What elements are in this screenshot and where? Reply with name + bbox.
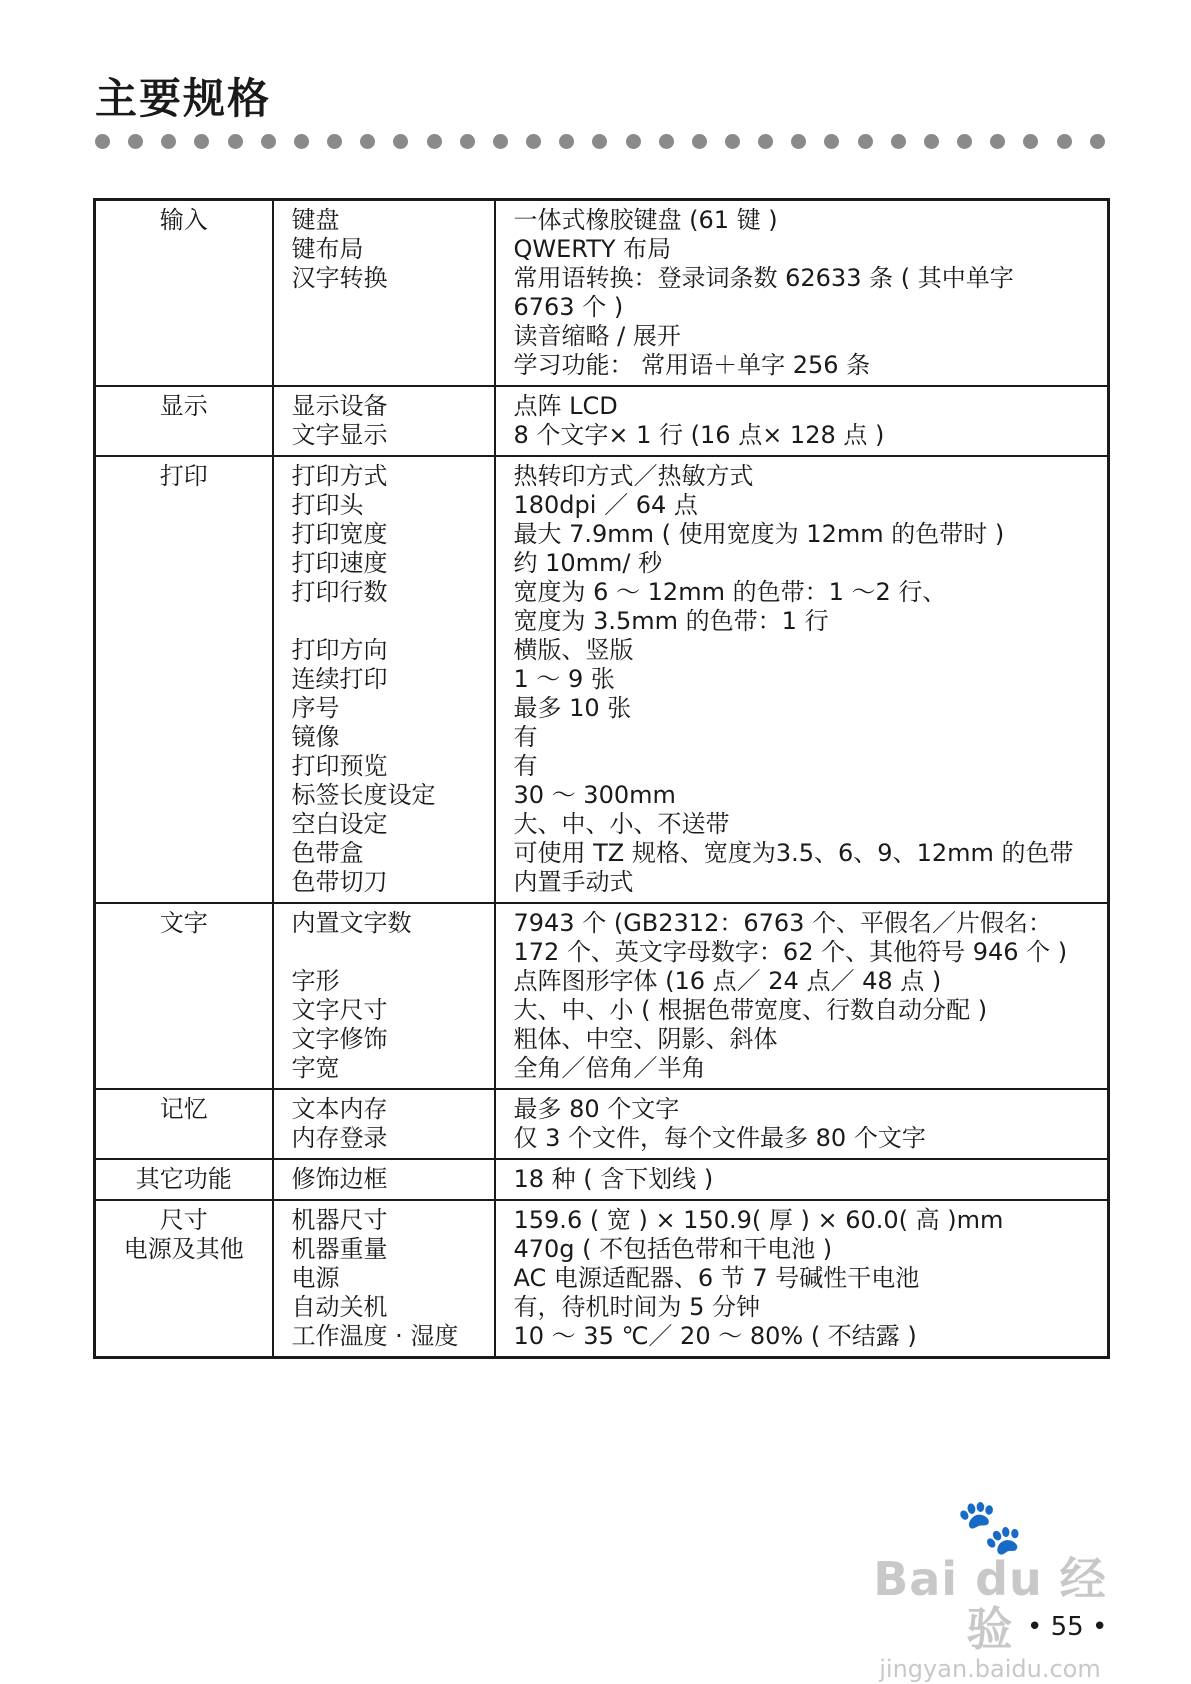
page-number: • 55 • [1027,1612,1108,1642]
value-text: 10 ～ 35 ℃／ 20 ～ 80% ( 不结露 ) [513,1322,917,1350]
item-cell [273,1159,495,1200]
value-text: 18 种 ( 含下划线 ) [513,1165,714,1193]
value-text: 大、中、小 ( 根据色带宽度、行数自动分配 ) [513,996,988,1024]
value-cell [495,1200,1109,1358]
item-text: 字形 [291,967,340,995]
item-text: 打印预览 [291,752,388,780]
value-text: 可使用 TZ 规格、宽度为3.5、6、9、12mm 的色带 [513,839,1074,867]
divider-dot [493,134,508,149]
item-text: 键盘 [291,206,340,234]
item-text: 汉字转换 [291,264,388,292]
divider-dot [95,134,110,149]
table-row [95,903,1109,1089]
value-text: 热转印方式／热敏方式 [513,462,754,490]
value-cell [495,1089,1109,1159]
divider-dot [659,134,674,149]
value-text: 最多 10 张 [513,694,632,722]
item-cell [273,1200,495,1358]
value-text: 470g ( 不包括色带和干电池 ) [513,1235,833,1263]
table-row [95,1089,1109,1159]
category-text: 文字 [159,909,208,937]
item-text: 打印行数 [291,578,388,606]
value-text: 最大 7.9mm ( 使用宽度为 12mm 的色带时 ) [513,520,1005,548]
divider-dot [559,134,574,149]
item-text: 文字修饰 [291,1025,388,1053]
category-text: 显示 [159,392,208,420]
value-cell [495,903,1109,1089]
category-cell [95,386,273,456]
category-text: 打印 [159,462,208,490]
value-text: 有 [513,752,538,780]
value-text: AC 电源适配器、6 节 7 号碱性干电池 [513,1264,920,1292]
value-cell [495,386,1109,456]
item-text: 工作温度 · 湿度 [291,1322,459,1350]
value-text: 点阵 LCD [513,392,618,420]
divider-dot [725,134,740,149]
value-text: 有 [513,723,538,751]
item-text: 修饰边框 [291,1165,388,1193]
value-text: 全角／倍角／半角 [513,1054,706,1082]
dotted-divider [95,134,1105,149]
item-text: 打印方式 [291,462,388,490]
item-text: 打印方向 [291,636,388,664]
table-row [95,200,1109,387]
category-text: 尺寸 [159,1206,208,1234]
item-text: 字宽 [291,1054,340,1082]
divider-dot [261,134,276,149]
divider-dot [360,134,375,149]
item-text: 打印头 [291,491,364,519]
divider-dot [891,134,906,149]
item-text: 内存登录 [291,1124,388,1152]
value-text: 30 ～ 300mm [513,781,676,809]
divider-dot [526,134,541,149]
item-text: 机器尺寸 [291,1206,388,1234]
item-cell [273,1089,495,1159]
item-text: 色带切刀 [291,868,388,896]
divider-dot [957,134,972,149]
divider-dot [128,134,143,149]
divider-dot [294,134,309,149]
divider-dot [327,134,342,149]
item-text: 电源 [291,1264,340,1292]
watermark-brand: Bai du 经验 [873,1552,1107,1656]
value-text: 横版、竖版 [513,636,634,664]
divider-dot [460,134,475,149]
item-text [292,938,484,967]
item-text: 机器重量 [291,1235,388,1263]
value-text: 约 10mm/ 秒 [513,549,663,577]
value-text: 1 ～ 9 张 [513,665,615,693]
value-text: 点阵图形字体 (16 点／ 24 点／ 48 点 ) [513,967,942,995]
watermark-url: jingyan.baidu.com [879,1655,1101,1683]
value-text: 最多 80 个文字 [513,1095,680,1123]
value-text: 常用语转换：登录词条数 62633 条 ( 其中单字 [513,264,1014,292]
table-row [95,1159,1109,1200]
value-text: 内置手动式 [513,868,634,896]
item-text: 内置文字数 [291,909,412,937]
value-text: 8 个文字× 1 行 (16 点× 128 点 ) [513,421,885,449]
item-text: 空白设定 [291,810,388,838]
spec-table [93,198,1110,1359]
item-text: 序号 [291,694,340,722]
item-text: 文字显示 [291,421,388,449]
value-text: 粗体、中空、阴影、斜体 [513,1025,778,1053]
divider-dot [924,134,939,149]
category-text: 电源及其他 [123,1235,244,1263]
value-text: 宽度为 6 ～ 12mm 的色带：1 ～2 行、 [513,578,947,606]
value-text: QWERTY 布局 [513,235,672,263]
divider-dot [1023,134,1038,149]
category-text: 输入 [159,206,208,234]
value-text: 有，待机时间为 5 分钟 [513,1293,761,1321]
divider-dot [194,134,209,149]
divider-dot [161,134,176,149]
category-cell [95,1200,273,1358]
item-cell [273,903,495,1089]
paw-icon: 🐾 [956,1495,1024,1558]
value-text: 学习功能： 常用语＋单字 256 条 [513,351,871,379]
category-text: 其它功能 [135,1165,232,1193]
divider-dot [791,134,806,149]
item-text: 镜像 [291,723,340,751]
table-row [95,386,1109,456]
divider-dot [427,134,442,149]
category-text: 记忆 [159,1095,208,1123]
category-cell [95,456,273,903]
divider-dot [1090,134,1105,149]
item-text: 键布局 [291,235,364,263]
divider-dot [626,134,641,149]
item-cell [273,456,495,903]
item-text [292,607,484,636]
item-text: 文本内存 [291,1095,388,1123]
divider-dot [990,134,1005,149]
divider-dot [228,134,243,149]
item-text: 自动关机 [291,1293,388,1321]
value-cell [495,200,1109,387]
value-text: 159.6 ( 宽 ) × 150.9( 厚 ) × 60.0( 高 )mm [513,1206,1004,1234]
item-text: 显示设备 [291,392,388,420]
item-text: 文字尺寸 [291,996,388,1024]
page-title: 主要规格 [95,74,272,123]
value-text: 读音缩略 / 展开 [513,322,681,350]
divider-dot [758,134,773,149]
value-text: 一体式橡胶键盘 (61 键 ) [513,206,778,234]
category-cell [95,200,273,387]
table-row [95,1200,1109,1358]
value-text: 7943 个 (GB2312：6763 个、平假名／片假名： [513,909,1053,937]
category-cell [95,1089,273,1159]
category-cell [95,1159,273,1200]
divider-dot [393,134,408,149]
item-text: 打印宽度 [291,520,388,548]
divider-dot [824,134,839,149]
value-text: 180dpi ／ 64 点 [513,491,698,519]
item-text: 标签长度设定 [291,781,436,809]
table-row [95,456,1109,903]
value-text: 172 个、英文字母数字：62 个、其他符号 946 个 ) [513,938,1068,966]
item-cell [273,200,495,387]
divider-dot [692,134,707,149]
baidu-watermark [850,1495,1130,1684]
item-text: 连续打印 [291,665,388,693]
category-cell [95,903,273,1089]
item-text: 打印速度 [291,549,388,577]
value-text: 仅 3 个文件，每个文件最多 80 个文字 [513,1124,926,1152]
item-text: 色带盒 [291,839,364,867]
divider-dot [592,134,607,149]
value-text: 宽度为 3.5mm 的色带：1 行 [513,607,829,635]
value-text: 6763 个 ) [513,293,624,321]
value-text: 大、中、小、不送带 [513,810,730,838]
divider-dot [1057,134,1072,149]
divider-dot [858,134,873,149]
value-cell [495,456,1109,903]
value-cell [495,1159,1109,1200]
item-cell [273,386,495,456]
